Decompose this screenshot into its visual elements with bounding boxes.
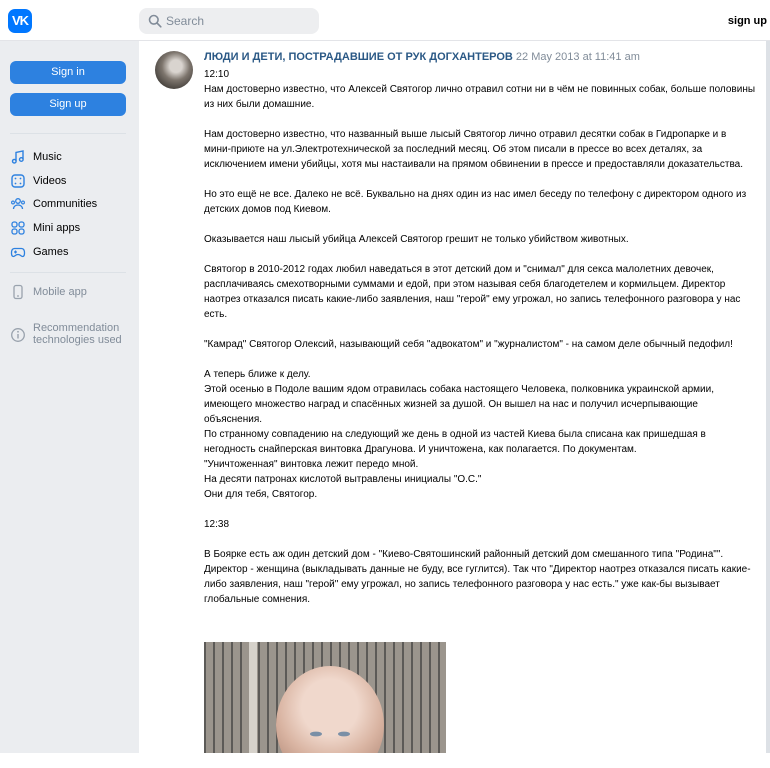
sidebar-divider — [10, 133, 126, 134]
post-photo[interactable] — [204, 642, 446, 753]
post-paragraph: Оказывается наш лысый убийца Алексей Святогор грешит не только убийством животных. — [204, 234, 629, 245]
paragraph-gap — [204, 352, 756, 367]
paragraph-gap — [204, 502, 756, 517]
sidebar-item-mobile-app[interactable] — [10, 284, 130, 302]
page-bottom — [0, 753, 770, 768]
sidebar-divider — [10, 272, 126, 273]
sign-up-button[interactable]: Sign up — [10, 93, 126, 116]
phone-icon — [10, 284, 26, 300]
sign-up-link[interactable]: sign up — [727, 15, 767, 27]
post-paragraph: "Камрад" Святогор Олексий, называющий себя "адвокатом" и "журналистом" - на самом деле обычный педофил! — [204, 339, 733, 350]
sidebar-item-mini-apps[interactable] — [10, 220, 130, 238]
search-input[interactable] — [139, 8, 319, 34]
post-paragraph: 12:10 Нам достоверно известно, что Алексей Святогор лично отравил сотни ни в чём не повинных собак, больше половины из них были домашние. — [204, 69, 756, 110]
sidebar — [0, 41, 139, 768]
paragraph-gap — [204, 172, 756, 187]
music-icon — [10, 149, 26, 165]
sidebar-item-label: Mini apps — [33, 222, 81, 234]
post-paragraph: Но это ещё не все. Далеко не всё. Буквально на днях один из нас имел беседу по телефону с директором одного из детских домов под Киевом. — [204, 189, 747, 215]
post-paragraph: Святогор в 2010-2012 годах любил наведаться в этот детский дом и "снимал" для секса малолетних девочек, расплачиваясь смехотворными суммами и едой, при этом называя себя благодетелем и кормильцем. Директор наотрез отказался писать какие-либо заявления, наш "герой" ему угрожал, но запись телефонного разговора у нас есть. — [204, 264, 741, 320]
sidebar-item-communities[interactable] — [10, 196, 130, 214]
paragraph-gap — [204, 217, 756, 232]
sidebar-item-games[interactable] — [10, 244, 130, 262]
post-paragraph: Нам достоверно известно, что названный выше лысый Святогор лично отравил десятки собак в Гидропарке и в мини-приюте на ул.Электротехнической за последний месяц. Об этом писали в прессе во всех деталях, за исключением имени убийцы, хотя мы настаивали на прямом обвинении в прессе и предоставляли доказательства. — [204, 129, 743, 170]
sidebar-item-music[interactable] — [10, 149, 130, 167]
post-header — [204, 51, 640, 63]
videos-icon — [10, 173, 26, 189]
sidebar-item-label: Music — [33, 151, 62, 163]
post-author-link[interactable]: ЛЮДИ И ДЕТИ, ПОСТРАДАВШИЕ ОТ РУК ДОГХАНТЕРОВ — [204, 51, 513, 63]
scrollbar[interactable] — [766, 41, 770, 753]
games-icon — [10, 244, 26, 260]
paragraph-gap — [204, 322, 756, 337]
sidebar-item-label: Games — [33, 246, 69, 258]
post-paragraph: А теперь ближе к делу. Этой осенью в Подоле вашим ядом отравилась собака настоящего Человека, полковника украинской армии, имеющего множество наград и спасённых жизней за душой. Он вышел на нас и получил исчерпывающие объяснения. По странному совпадению на следующий же день в одной из частей Киева была списана как пришедшая в негодность снайперская винтовка Драгунова. И уничтожена, как полагается. По документам. "Уничтоженная" винтовка лежит передо мной. На десяти патронах кислотой вытравлены инициалы "О.С." Они для тебя, Святогор. — [204, 369, 714, 500]
vk-logo[interactable]: VK — [8, 9, 32, 33]
mini-apps-icon — [10, 220, 26, 236]
sidebar-item-label: Communities — [33, 198, 98, 210]
post-date[interactable]: 22 May 2013 at 11:41 am — [515, 51, 640, 63]
photo-frame — [249, 642, 257, 753]
sidebar-item-recommendation[interactable] — [10, 322, 130, 348]
sidebar-item-label: Videos — [33, 175, 67, 187]
sidebar-item-label: Mobile app — [33, 286, 87, 298]
sidebar-item-label: Recommendation technologies used — [33, 322, 122, 346]
paragraph-gap — [204, 247, 756, 262]
avatar[interactable] — [155, 51, 193, 89]
search-icon — [148, 14, 162, 28]
search-placeholder: Search — [166, 14, 205, 28]
post-paragraph: 12:38 — [204, 519, 230, 530]
info-icon — [10, 327, 26, 343]
paragraph-gap — [204, 112, 756, 127]
post-paragraph: В Боярке есть аж один детский дом - "Киево-Святошинский районный детский дом смешанного типа "Родина"". Директор - женщина (выкладывать данные не буду, все гуглится). Так что "Директор наотрез отказался писать какие-либо заявления, наш "герой" ему угрожал, но запись телефонного разговора у нас есть." уже как-бы вызывает глобальные сомнения. — [204, 549, 751, 605]
sign-in-button[interactable]: Sign in — [10, 61, 126, 84]
sidebar-item-videos[interactable] — [10, 173, 130, 191]
post-text — [204, 67, 756, 607]
photo-eyes — [302, 728, 358, 738]
top-bar — [0, 0, 770, 41]
communities-icon — [10, 196, 26, 212]
paragraph-gap — [204, 532, 756, 547]
post-card — [139, 41, 766, 753]
